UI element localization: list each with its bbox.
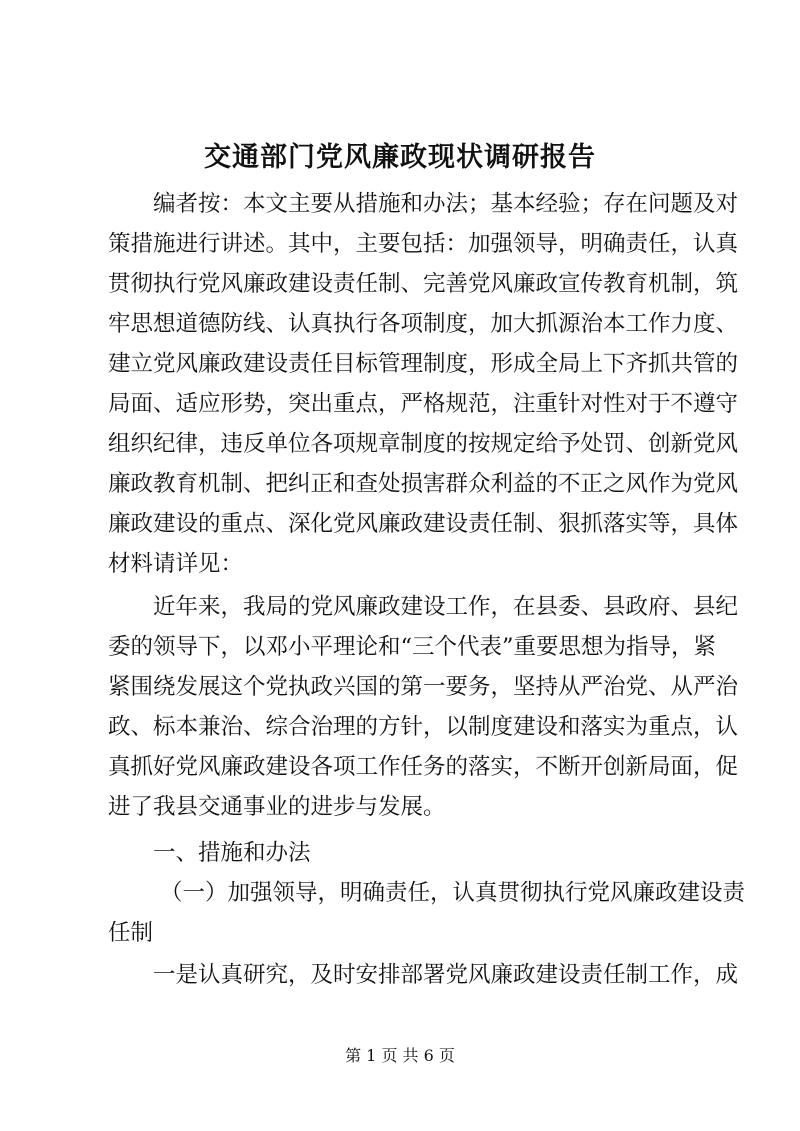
paragraph-line: 近年来，我局的党风廉政建设工作，在县委、县政府、县纪	[153, 594, 739, 620]
page-footer: 第 1 页 共 6 页	[345, 1046, 455, 1065]
paragraph-line: 一是认真研究，及时安排部署党风廉政建设责任制工作，成	[153, 962, 739, 988]
paragraph-line: 编者按：本文主要从措施和办法；基本经验；存在问题及对	[153, 191, 739, 217]
paragraph-line: 材料请详见：	[108, 551, 244, 577]
paragraph-line: 进了我县交通事业的进步与发展。	[108, 794, 446, 820]
page-title: 交通部门党风廉政现状调研报告	[204, 142, 596, 173]
paragraph-line: 委的领导下，以邓小平理论和“三个代表”重要思想为指导，紧	[108, 634, 717, 660]
paragraph-line: 廉政教育机制、把纠正和查处损害群众利益的不正之风作为党风	[108, 471, 739, 497]
paragraph-line: 贯彻执行党风廉政建设责任制、完善党风廉政宣传教育机制，筑	[108, 271, 739, 297]
paragraph-line: 组织纪律，违反单位各项规章制度的按规定给予处罚、创新党风	[108, 431, 739, 457]
paragraph-line: 廉政建设的重点、深化党风廉政建设责任制、狠抓落实等，具体	[108, 511, 739, 537]
paragraph-line: 紧围绕发展这个党执政兴国的第一要务，坚持从严治党、从严治	[108, 674, 739, 700]
subsection-heading-line: （一）加强领导，明确责任，认真贯彻执行党风廉政建设责	[160, 880, 746, 906]
paragraph-line: 建立党风廉政建设责任目标管理制度，形成全局上下齐抓共管的	[108, 351, 739, 377]
paragraph-line: 局面、适应形势，突出重点，严格规范，注重针对性对于不遵守	[108, 391, 739, 417]
subsection-heading-line: 任制	[108, 920, 154, 946]
paragraph-line: 真抓好党风廉政建设各项工作任务的落实，不断开创新局面，促	[108, 754, 739, 780]
section-heading: 一、措施和办法	[153, 840, 311, 866]
paragraph-line: 牢思想道德防线、认真执行各项制度，加大抓源治本工作力度、	[108, 311, 739, 337]
paragraph-line: 政、标本兼治、综合治理的方针，以制度建设和落实为重点，认	[108, 714, 739, 740]
paragraph-line: 策措施进行讲述。其中，主要包括：加强领导，明确责任，认真	[108, 231, 739, 257]
